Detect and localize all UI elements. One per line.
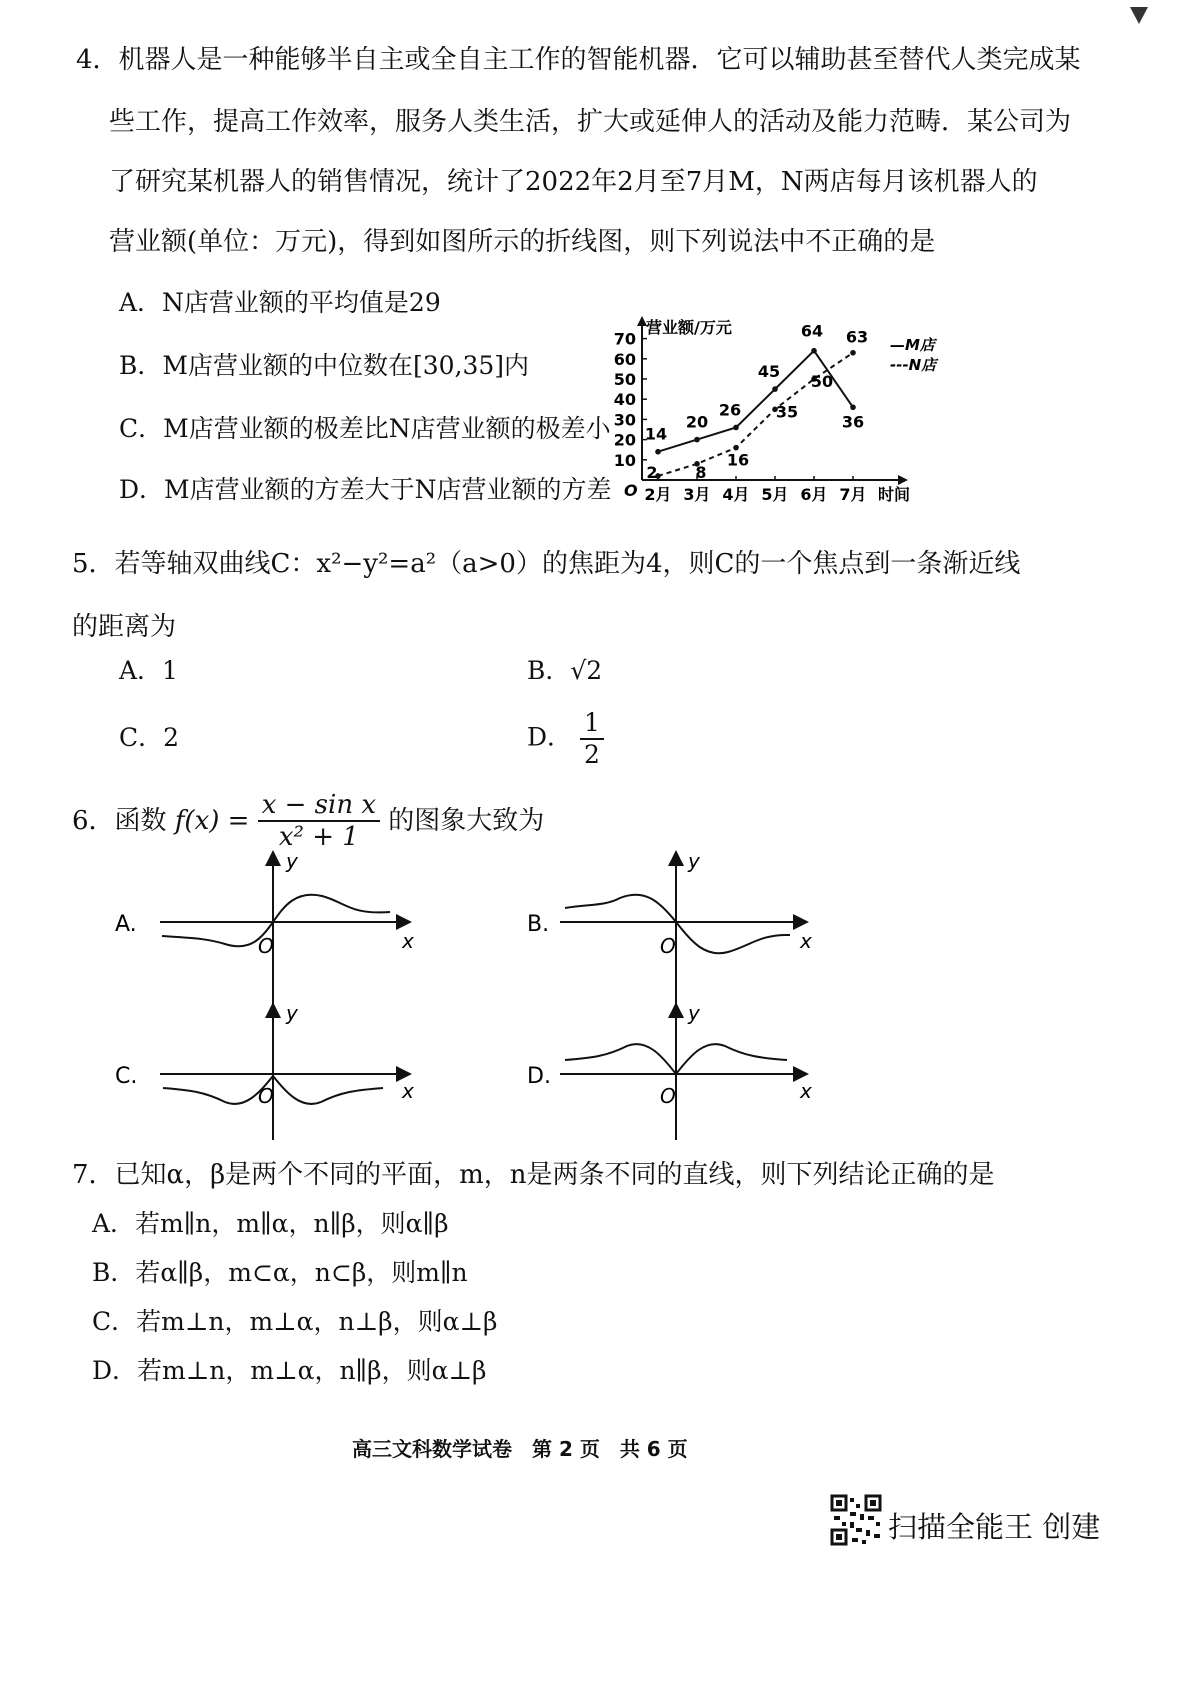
chart-y-tick-label: 10 <box>613 450 636 470</box>
q5-option-b: B．√2 <box>527 656 603 685</box>
chart-data-label: 8 <box>695 462 707 482</box>
chart-y-tick-label: 50 <box>613 370 636 389</box>
qr-code-icon <box>830 1494 882 1546</box>
chart-x-tick-label: 4月 <box>722 485 750 504</box>
chart-x-tick-label: 3月 <box>683 485 711 504</box>
chart-legend-m: —M店 <box>890 336 935 354</box>
chart-point <box>850 404 856 410</box>
q4-line-3: 了研究某机器人的销售情况，统计了2022年2月至7月M，N两店每月该机器人的 <box>109 167 1038 197</box>
graph-b-origin: O <box>660 934 676 958</box>
q5-stem-line-1: 5．若等轴双曲线C：x²−y²=a²（a>0）的焦距为4，则C的一个焦点到一条渐近线 <box>72 549 1021 579</box>
chart-data-label: 26 <box>718 400 742 420</box>
q6-function-name: f(x) = <box>174 806 250 836</box>
chart-y-axis-label: 营业额/万元 <box>646 318 732 337</box>
chart-origin-label: O <box>624 481 638 500</box>
chart-data-label: 35 <box>775 402 799 422</box>
chart-legend-n: ---N店 <box>890 356 937 374</box>
graph-c-y-label: y <box>286 1001 298 1025</box>
chart-x-arrow-icon <box>898 475 908 485</box>
graph-d-x-label: x <box>800 1079 812 1103</box>
q5-option-a: A．1 <box>119 656 178 685</box>
chart-data-label: 45 <box>757 362 781 382</box>
q6-numerator: x − sin x <box>258 790 380 822</box>
graph-c-label: C. <box>115 1064 138 1089</box>
q4-option-b: B．M店营业额的中位数在[30,35]内 <box>119 351 530 380</box>
chart-y-tick-label: 60 <box>613 349 636 369</box>
q5-option-d-label: D． <box>527 722 573 752</box>
graph-a-y-label: y <box>286 849 298 873</box>
chart-data-label: 50 <box>810 372 834 391</box>
chart-y-tick-label: 40 <box>613 390 636 410</box>
chart-x-tick-label: 2月 <box>644 485 672 504</box>
chart-data-label: 16 <box>726 450 750 470</box>
graph-a-x-label: x <box>402 929 414 953</box>
graph-c-origin: O <box>258 1084 274 1108</box>
q4-option-a: A．N店营业额的平均值是29 <box>119 288 441 317</box>
q5-option-d-denominator: 2 <box>584 740 600 769</box>
q5-option-d <box>527 708 604 770</box>
q5-option-c: C．2 <box>119 723 180 752</box>
q6-prefix: 6．函数 <box>72 806 167 836</box>
graph-a-curve <box>162 895 390 947</box>
chart-x-tick-label: 6月 <box>800 485 828 504</box>
q7-option-b: B．若α∥β，m⊂α，n⊂β，则m∥n <box>92 1258 468 1287</box>
q4-line-chart <box>0 0 1200 560</box>
q7-option-d: D．若m⊥n，m⊥α，n∥β，则α⊥β <box>92 1356 487 1385</box>
graph-a-origin: O <box>258 934 274 958</box>
q6-suffix: 的图象大致为 <box>388 806 545 836</box>
q4-line-4: 营业额(单位：万元)，得到如图所示的折线图，则下列说法中不正确的是 <box>109 227 936 257</box>
chart-data-label: 14 <box>644 424 668 444</box>
graph-c <box>115 1001 414 1140</box>
q6-graphs <box>0 840 1200 1160</box>
chart-x-tick-label: 7月 <box>839 485 867 504</box>
graph-b-y-label: y <box>688 849 700 873</box>
graph-d <box>527 1001 812 1140</box>
chart-point <box>694 437 700 443</box>
graph-c-x-label: x <box>402 1079 414 1103</box>
q5-option-d-numerator: 1 <box>580 708 604 740</box>
q4-line-2: 些工作，提高工作效率，服务人类生活，扩大或延伸人的活动及能力范畴．某公司为 <box>109 107 1072 137</box>
chart-y-tick-label: 30 <box>613 410 636 430</box>
q5-option-d-fraction <box>580 708 604 770</box>
q7-option-a: A．若m∥n，m∥α，n∥β，则α∥β <box>92 1209 449 1238</box>
chart-y-tick-label: 70 <box>613 329 636 349</box>
q6-denominator: x² + 1 <box>278 822 359 852</box>
chart-data-label: 36 <box>841 412 865 432</box>
chart-data-label: 64 <box>800 321 824 341</box>
graph-d-label: D. <box>527 1064 551 1089</box>
graph-a-label: A. <box>115 912 137 937</box>
graph-a <box>115 849 414 1040</box>
scanner-watermark: 扫描全能王 创建 <box>888 1510 1101 1544</box>
chart-y-tick-label: 20 <box>613 430 636 450</box>
chart-point <box>772 386 778 392</box>
chart-point <box>733 445 739 451</box>
q4-option-d: D．M店营业额的方差大于N店营业额的方差 <box>119 475 612 504</box>
chart-series-line-m <box>658 351 853 452</box>
graph-b <box>527 849 812 1040</box>
q4-option-c: C．M店营业额的极差比N店营业额的极差小 <box>119 414 611 443</box>
page-footer: 高三文科数学试卷 第 2 页 共 6 页 <box>352 1437 688 1461</box>
chart-point <box>811 348 817 354</box>
q5-stem-line-2: 的距离为 <box>72 612 177 642</box>
graph-d-origin: O <box>660 1084 676 1108</box>
chart-point <box>655 449 661 455</box>
chart-x-axis-label: 时间 <box>878 485 911 504</box>
chart-point <box>733 425 739 431</box>
chart-data-label: 20 <box>685 412 709 432</box>
graph-b-label: B. <box>527 912 550 937</box>
chart-x-tick-label: 5月 <box>761 485 789 504</box>
q7-option-c: C．若m⊥n，m⊥α，n⊥β，则α⊥β <box>92 1307 498 1336</box>
chart-data-label: 2 <box>646 462 658 482</box>
chart-point <box>850 350 856 356</box>
graph-b-x-label: x <box>800 929 812 953</box>
chart-data-label: 63 <box>845 327 869 347</box>
q4-line-1: 4．机器人是一种能够半自主或全自主工作的智能机器．它可以辅助甚至替代人类完成某 <box>76 45 1081 75</box>
q7-stem: 7．已知α，β是两个不同的平面，m，n是两条不同的直线，则下列结论正确的是 <box>72 1160 995 1190</box>
graph-d-y-label: y <box>688 1001 700 1025</box>
graph-b-curve <box>565 895 790 954</box>
